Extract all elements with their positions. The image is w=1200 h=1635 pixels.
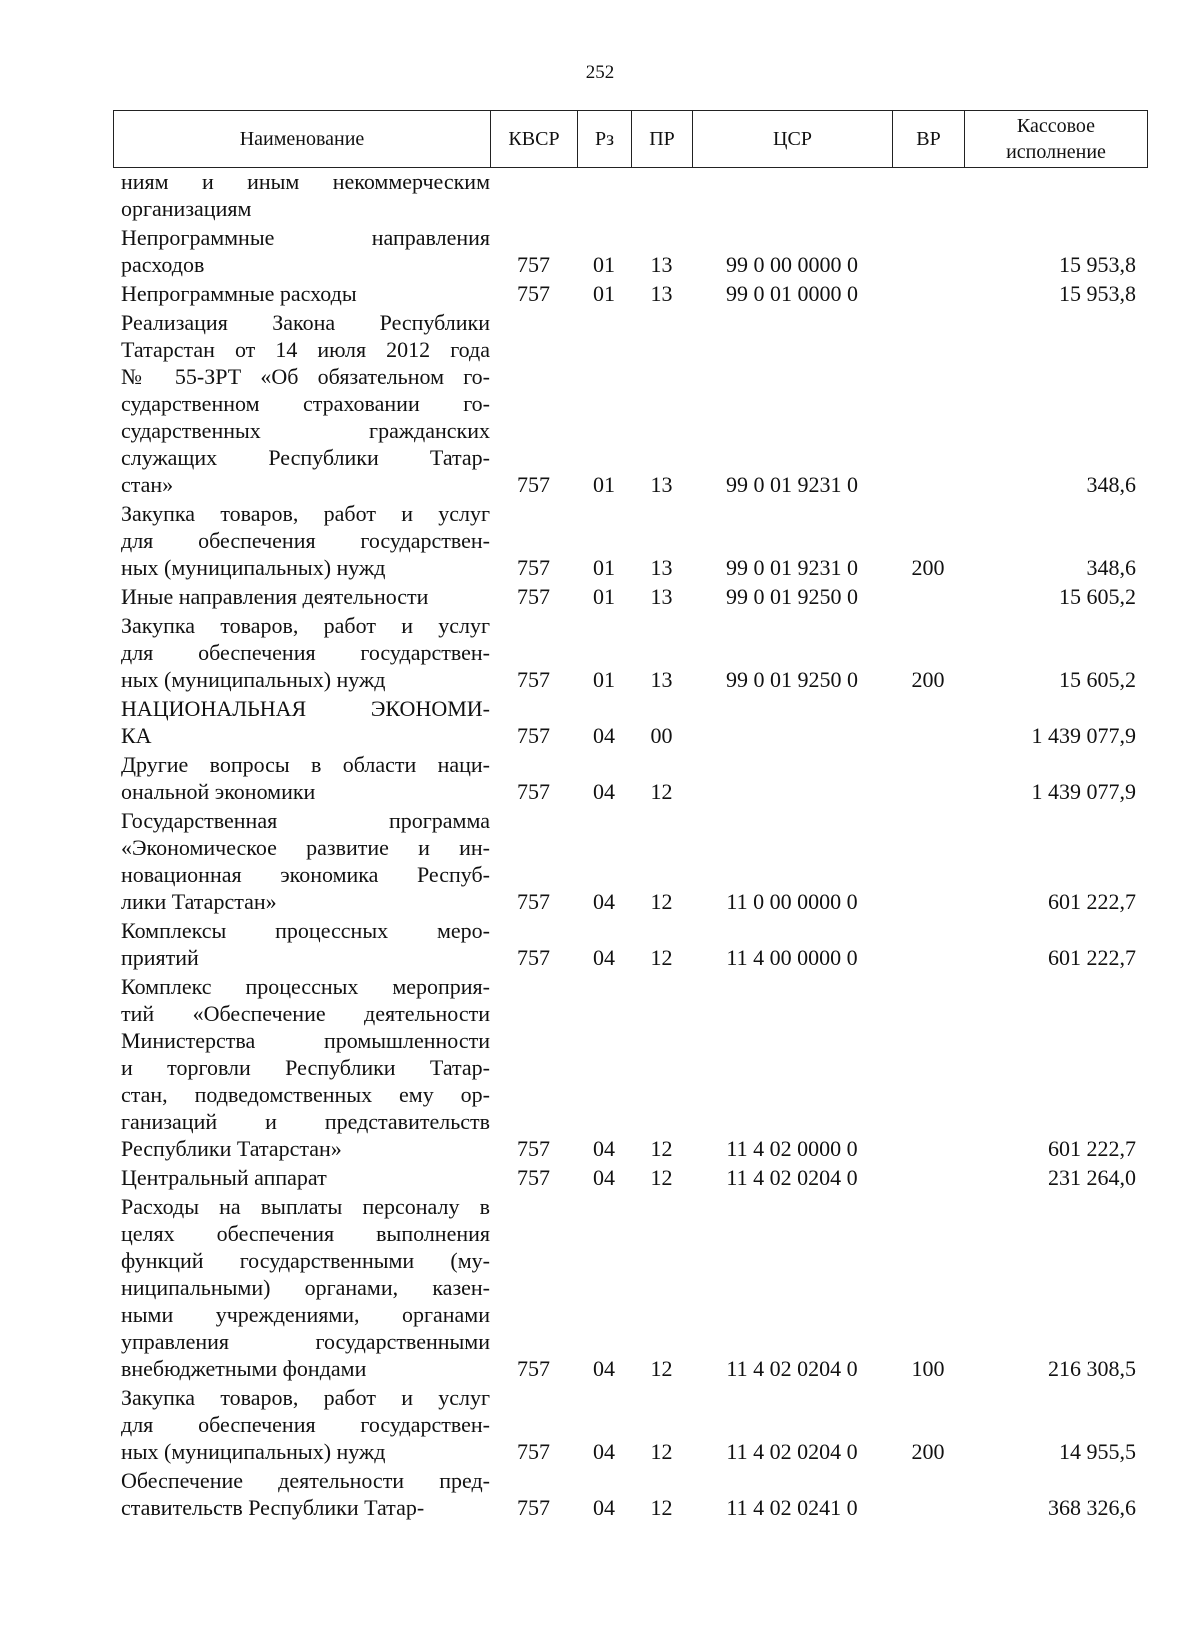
cell-rz: 01 <box>593 667 615 692</box>
cell-csr <box>692 751 892 807</box>
cell-vr: 200 <box>911 667 945 692</box>
cell-pr: 13 <box>650 281 673 306</box>
name-line: «Экономическое развитие и ин- <box>121 835 490 860</box>
name-line: управления государственными <box>121 1329 490 1354</box>
name-line: для обеспечения государствен- <box>121 1412 490 1437</box>
name-line: стан» <box>121 472 174 497</box>
cell-pr: 13 <box>650 555 673 580</box>
cell-rz: 01 <box>593 252 615 277</box>
cell-vr <box>892 973 964 1164</box>
name-line: Непрограммные направления <box>121 225 490 250</box>
name-line: Реализация Закона Республики <box>121 310 490 335</box>
cell-rz: 04 <box>593 1165 615 1190</box>
cell-name <box>113 583 490 612</box>
name-line: Государственная программа <box>121 808 490 833</box>
cell-kvsr: 757 <box>517 889 550 914</box>
cell-rz: 04 <box>593 1136 615 1161</box>
cell-name <box>113 973 490 1164</box>
cell-vr <box>892 583 964 612</box>
cell-csr: 99 0 01 9250 0 <box>726 667 858 692</box>
header-csr: ЦСР <box>692 110 892 168</box>
cell-kvsr: 757 <box>517 584 550 609</box>
name-line: Другие вопросы в области наци- <box>121 752 490 777</box>
cell-csr: 99 0 01 9231 0 <box>726 472 858 497</box>
cell-csr: 11 4 02 0241 0 <box>726 1495 858 1520</box>
header-name: Наименование <box>113 110 490 168</box>
cell-vr <box>892 1164 964 1193</box>
name-line: Иные направления деятельности <box>121 584 429 609</box>
cell-amount: 14 955,5 <box>1059 1439 1136 1464</box>
cell-pr: 12 <box>650 945 673 970</box>
cell-rz: 04 <box>593 779 615 804</box>
cell-name <box>113 1467 490 1523</box>
page-number: 252 <box>585 62 615 83</box>
cell-name <box>113 500 490 583</box>
cell-csr: 99 0 01 0000 0 <box>726 281 858 306</box>
cell-vr <box>892 807 964 917</box>
name-line: ональной экономики <box>121 779 316 804</box>
name-line: сударственном страховании го- <box>121 391 490 416</box>
name-line: новационная экономика Респуб- <box>121 862 490 887</box>
cell-rz: 01 <box>593 281 615 306</box>
header-pr: ПР <box>631 110 692 168</box>
cell-vr <box>892 917 964 973</box>
cell-pr: 13 <box>650 584 673 609</box>
cell-kvsr: 757 <box>517 281 550 306</box>
cell-vr <box>892 224 964 280</box>
cell-rz: 04 <box>593 1439 615 1464</box>
cell-pr: 12 <box>650 1439 673 1464</box>
cell-amount: 601 222,7 <box>1048 1136 1136 1161</box>
header-kvsr: КВСР <box>490 110 577 168</box>
cell-vr <box>892 1467 964 1523</box>
cell-kvsr: 757 <box>517 555 550 580</box>
name-line: Закупка товаров, работ и услуг <box>121 501 490 526</box>
cell-vr <box>892 280 964 309</box>
cell-amount <box>964 168 1148 224</box>
cell-pr: 13 <box>650 252 673 277</box>
cell-kvsr: 757 <box>517 779 550 804</box>
cell-kvsr: 757 <box>517 723 550 748</box>
name-line: КА <box>121 723 152 748</box>
cell-rz: 04 <box>593 1495 615 1520</box>
header-amount: Кассовое исполнение <box>964 110 1148 168</box>
header-vr: ВР <box>892 110 964 168</box>
cell-csr <box>692 695 892 751</box>
name-line: № 55-ЗРТ «Об обязательном го- <box>121 364 490 389</box>
cell-vr: 200 <box>911 555 945 580</box>
cell-pr: 13 <box>650 472 673 497</box>
cell-amount: 15 605,2 <box>1059 584 1136 609</box>
name-line: Министерства промышленности <box>121 1028 490 1053</box>
cell-vr <box>892 168 964 224</box>
cell-csr: 11 4 02 0204 0 <box>726 1356 858 1381</box>
cell-name <box>113 1193 490 1384</box>
cell-rz: 04 <box>593 889 615 914</box>
cell-kvsr: 757 <box>517 1356 550 1381</box>
name-line: Непрограммные расходы <box>121 281 357 306</box>
cell-kvsr: 757 <box>517 472 550 497</box>
cell-amount: 368 326,6 <box>1048 1495 1136 1520</box>
cell-csr: 11 0 00 0000 0 <box>726 889 858 914</box>
name-line: сударственных гражданских <box>121 418 490 443</box>
name-line: функций государственными (му- <box>121 1248 490 1273</box>
name-line: ных (муниципальных) нужд <box>121 1439 386 1464</box>
cell-kvsr: 757 <box>517 1439 550 1464</box>
cell-kvsr: 757 <box>517 1136 550 1161</box>
cell-amount: 15 605,2 <box>1059 667 1136 692</box>
cell-amount: 601 222,7 <box>1048 889 1136 914</box>
cell-amount: 601 222,7 <box>1048 945 1136 970</box>
cell-csr: 11 4 00 0000 0 <box>726 945 858 970</box>
name-line: стан, подведомственных ему ор- <box>121 1082 490 1107</box>
cell-csr: 11 4 02 0204 0 <box>726 1165 858 1190</box>
cell-vr: 200 <box>911 1439 945 1464</box>
name-line: для обеспечения государствен- <box>121 640 490 665</box>
cell-rz: 01 <box>593 584 615 609</box>
cell-pr <box>631 168 692 224</box>
cell-csr <box>692 168 892 224</box>
name-line: ниципальными) органами, казен- <box>121 1275 490 1300</box>
cell-pr: 12 <box>650 779 673 804</box>
cell-kvsr: 757 <box>517 1495 550 1520</box>
cell-pr: 12 <box>650 889 673 914</box>
cell-name <box>113 917 490 973</box>
name-line: Центральный аппарат <box>121 1165 327 1190</box>
cell-rz: 04 <box>593 723 615 748</box>
name-line: служащих Республики Татар- <box>121 445 490 470</box>
name-line: Обеспечение деятельности пред- <box>121 1468 490 1493</box>
name-line: Комплекс процессных мероприя- <box>121 974 490 999</box>
name-line: ными учреждениями, органами <box>121 1302 490 1327</box>
cell-kvsr: 757 <box>517 667 550 692</box>
cell-name <box>113 1384 490 1467</box>
cell-name <box>113 1164 490 1193</box>
cell-amount: 348,6 <box>1086 472 1136 497</box>
name-line: ниям и иным некоммерческим <box>121 169 490 194</box>
cell-pr: 12 <box>650 1356 673 1381</box>
cell-rz: 04 <box>593 945 615 970</box>
name-line: НАЦИОНАЛЬНАЯ ЭКОНОМИ- <box>121 696 490 721</box>
cell-name <box>113 695 490 751</box>
name-line: Расходы на выплаты персоналу в <box>121 1194 490 1219</box>
cell-kvsr: 757 <box>517 945 550 970</box>
cell-pr: 12 <box>650 1136 673 1161</box>
name-line: приятий <box>121 945 199 970</box>
cell-name <box>113 168 490 224</box>
name-line: ных (муниципальных) нужд <box>121 667 386 692</box>
cell-kvsr: 757 <box>517 1165 550 1190</box>
cell-vr <box>892 309 964 500</box>
name-line: расходов <box>121 252 205 277</box>
cell-rz: 01 <box>593 472 615 497</box>
cell-vr <box>892 751 964 807</box>
name-line: тий «Обеспечение деятельности <box>121 1001 490 1026</box>
name-line: для обеспечения государствен- <box>121 528 490 553</box>
cell-pr: 12 <box>650 1495 673 1520</box>
cell-pr: 12 <box>650 1165 673 1190</box>
cell-rz: 01 <box>593 555 615 580</box>
name-line: Комплексы процессных меро- <box>121 918 490 943</box>
cell-name <box>113 309 490 500</box>
cell-name <box>113 280 490 309</box>
cell-pr: 13 <box>650 667 673 692</box>
cell-csr: 99 0 00 0000 0 <box>726 252 858 277</box>
name-line: и торговли Республики Татар- <box>121 1055 490 1080</box>
cell-csr: 99 0 01 9231 0 <box>726 555 858 580</box>
cell-name <box>113 224 490 280</box>
cell-amount: 1 439 077,9 <box>1031 779 1136 804</box>
cell-csr: 11 4 02 0000 0 <box>726 1136 858 1161</box>
cell-name <box>113 612 490 695</box>
name-line: Закупка товаров, работ и услуг <box>121 613 490 638</box>
cell-amount: 231 264,0 <box>1048 1165 1136 1190</box>
cell-amount: 1 439 077,9 <box>1031 723 1136 748</box>
cell-vr <box>892 695 964 751</box>
name-line: ганизаций и представительств <box>121 1109 490 1134</box>
name-line: ставительств Республики Татар- <box>121 1495 425 1520</box>
header-rz: Рз <box>577 110 631 168</box>
cell-csr: 99 0 01 9250 0 <box>726 584 858 609</box>
budget-table <box>113 110 1148 1523</box>
cell-amount: 216 308,5 <box>1048 1356 1136 1381</box>
name-line: Татарстан от 14 июля 2012 года <box>121 337 490 362</box>
cell-name <box>113 751 490 807</box>
cell-rz <box>577 168 631 224</box>
name-line: ных (муниципальных) нужд <box>121 555 386 580</box>
name-line: Республики Татарстан» <box>121 1136 342 1161</box>
cell-kvsr <box>490 168 577 224</box>
cell-pr: 00 <box>650 723 673 748</box>
cell-csr: 11 4 02 0204 0 <box>726 1439 858 1464</box>
name-line: целях обеспечения выполнения <box>121 1221 490 1246</box>
cell-rz: 04 <box>593 1356 615 1381</box>
name-line: внебюджетными фондами <box>121 1356 367 1381</box>
cell-vr: 100 <box>911 1356 945 1381</box>
cell-name <box>113 807 490 917</box>
name-line: Закупка товаров, работ и услуг <box>121 1385 490 1410</box>
name-line: лики Татарстан» <box>121 889 277 914</box>
cell-amount: 15 953,8 <box>1059 252 1136 277</box>
cell-amount: 348,6 <box>1086 555 1136 580</box>
cell-amount: 15 953,8 <box>1059 281 1136 306</box>
name-line: организациям <box>121 196 252 221</box>
cell-kvsr: 757 <box>517 252 550 277</box>
